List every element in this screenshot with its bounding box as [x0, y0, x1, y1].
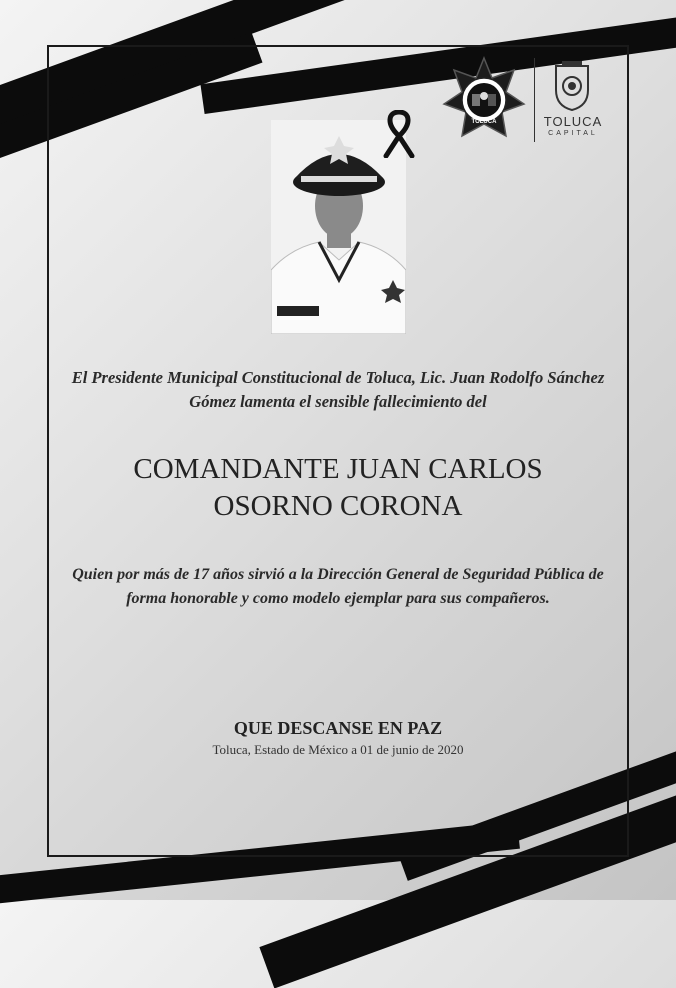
commander-name-line-2: OSORNO CORONA	[213, 490, 463, 522]
mourning-ribbon-icon	[378, 110, 420, 158]
logo-group	[442, 56, 612, 148]
toluca-crest-icon	[550, 60, 594, 112]
toluca-subtitle: CAPITAL	[548, 130, 598, 137]
service-statement: Quien por más de 17 años sirvió a la Dirección General de Seguridad Pública de forma honorable y como modelo ejemplar para sus compañeros.	[72, 566, 604, 607]
toluca-wordmark: TOLUCA	[543, 114, 603, 129]
police-badge-text: TOLUCA	[471, 119, 497, 125]
commander-name-line-1: COMANDANTE JUAN CARLOS	[133, 453, 543, 485]
place-and-date: Toluca, Estado de México a 01 de junio de 2020	[212, 742, 464, 757]
rest-in-peace-heading: QUE DESCANSE EN PAZ	[233, 718, 443, 738]
commander-name	[60, 451, 616, 525]
logo-divider	[534, 58, 535, 142]
intro-statement: El Presidente Municipal Constitucional de Toluca, Lic. Juan Rodolfo Sánchez Gómez lamenta el sensible fallecimiento del	[71, 368, 605, 411]
police-star-badge-icon	[442, 56, 526, 142]
